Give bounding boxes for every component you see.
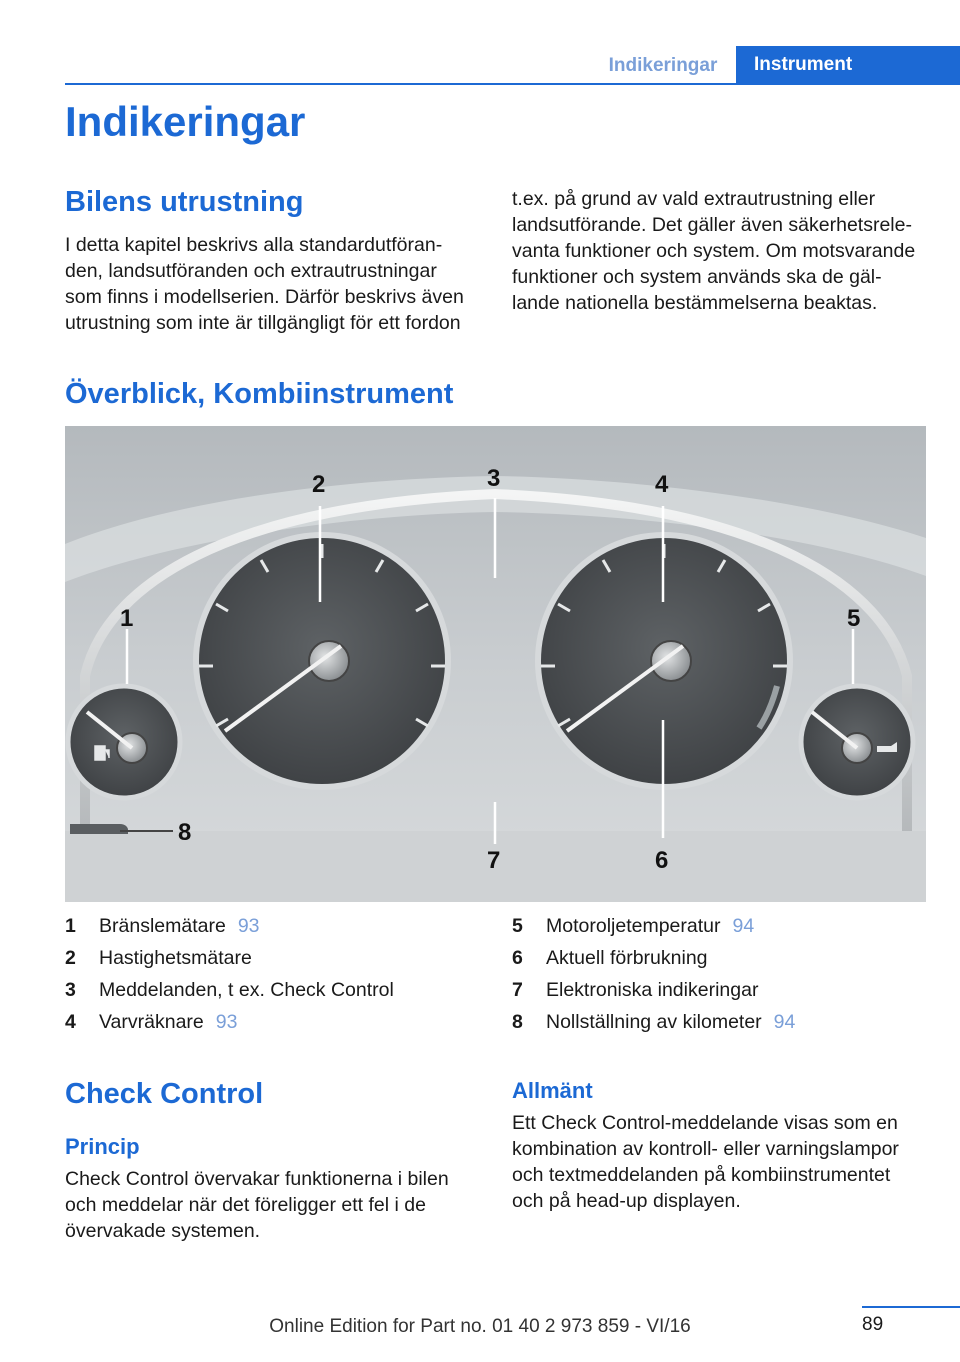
legend-item — [512, 974, 795, 1006]
callout-6: 6 — [655, 847, 669, 874]
text-line: som finns i modellserien. Därför beskrivs även — [65, 286, 464, 308]
text-line: och meddelar när det föreligger ett fel i de — [65, 1194, 426, 1216]
header-rule — [65, 83, 960, 85]
legend-number: 7 — [512, 979, 523, 1001]
heading-principle: Princip — [65, 1134, 140, 1159]
heading-equipment: Bilens utrustning — [65, 186, 304, 218]
legend-item — [512, 942, 795, 974]
text-line: t.ex. på grund av vald extrautrustning eller — [512, 188, 876, 210]
legend-label: Nollställning av kilometer — [546, 1011, 762, 1033]
speedometer-hub — [309, 641, 349, 681]
page-number: 89 — [862, 1314, 884, 1335]
legend-number: 2 — [65, 947, 76, 969]
heading-check-control: Check Control — [65, 1078, 264, 1110]
heading-overview: Överblick, Kombiinstrument — [65, 378, 454, 410]
callout-5: 5 — [847, 605, 861, 632]
tab-indikeringar[interactable]: Indikeringar — [608, 55, 718, 76]
equipment-text-col1 — [65, 232, 485, 336]
text-line: kombination av kontroll- eller varningslampor — [512, 1138, 899, 1160]
legend-label: Hastighetsmätare — [99, 947, 252, 969]
header-tabs — [0, 22, 960, 76]
legend-number: 1 — [65, 915, 76, 937]
footer-rule — [862, 1306, 960, 1308]
page-reference-link[interactable]: 93 — [215, 1011, 238, 1033]
legend-number: 6 — [512, 947, 523, 969]
page-title: Indikeringar — [65, 98, 306, 145]
text-line: utrustning som inte är tillgängligt för ett fordon — [65, 312, 461, 334]
legend-right — [512, 910, 795, 1038]
tachometer-hub — [651, 641, 691, 681]
text-line: lande nationella bestämmelserna beaktas. — [512, 292, 878, 314]
callout-3: 3 — [487, 465, 501, 492]
instrument-cluster-figure — [65, 426, 926, 902]
legend-number: 5 — [512, 915, 523, 937]
legend-item — [512, 910, 795, 942]
instrument-cluster-illustration — [65, 426, 926, 902]
text-line: den, landsutföranden och extrautrustningar — [65, 260, 437, 282]
legend-label: Motoroljetemperatur — [546, 915, 721, 937]
legend-item — [65, 1006, 394, 1038]
footer-edition: Online Edition for Part no. 01 40 2 973 859 - VI/16 — [269, 1316, 691, 1337]
general-text — [512, 1110, 932, 1214]
legend-item — [65, 942, 394, 974]
legend-label: Aktuell förbrukning — [546, 947, 708, 969]
text-line: övervakade systemen. — [65, 1220, 261, 1242]
legend-label: Meddelanden, t ex. Check Control — [99, 979, 394, 1001]
equipment-text-col2 — [512, 186, 932, 316]
text-line: funktioner och system används ska de gäl- — [512, 266, 882, 288]
legend-label: Bränslemätare — [99, 915, 226, 937]
legend-label: Elektroniska indikeringar — [546, 979, 759, 1001]
text-line: och på head-up displayen. — [512, 1190, 741, 1212]
legend-number: 4 — [65, 1011, 76, 1033]
text-line: vanta funktioner och system. Om motsvarande — [512, 240, 916, 262]
callout-4: 4 — [655, 471, 669, 498]
callout-2: 2 — [312, 471, 326, 498]
legend-label: Varvräknare — [99, 1011, 204, 1033]
callout-8: 8 — [178, 819, 192, 846]
text-line: Check Control övervakar funktionerna i bilen — [65, 1168, 449, 1190]
principle-text — [65, 1166, 485, 1244]
page-reference-link[interactable]: 93 — [237, 915, 260, 937]
legend-number: 8 — [512, 1011, 523, 1033]
legend-left — [65, 910, 394, 1038]
legend-item — [65, 910, 394, 942]
legend-item — [512, 1006, 795, 1038]
tab-instrument[interactable]: Instrument — [736, 46, 960, 84]
legend-number: 3 — [65, 979, 76, 1001]
legend-item — [65, 974, 394, 1006]
text-line: I detta kapitel beskrivs alla standardutföran- — [65, 234, 443, 256]
text-line: landsutförande. Det gäller även säkerhetsrele- — [512, 214, 912, 236]
callout-7: 7 — [487, 847, 501, 874]
heading-general: Allmänt — [512, 1078, 593, 1103]
callout-1: 1 — [120, 605, 134, 632]
page-reference-link[interactable]: 94 — [773, 1011, 796, 1033]
text-line: och textmeddelanden på kombiinstrumentet — [512, 1164, 891, 1186]
page-reference-link[interactable]: 94 — [732, 915, 755, 937]
text-line: Ett Check Control-meddelande visas som en — [512, 1112, 898, 1134]
